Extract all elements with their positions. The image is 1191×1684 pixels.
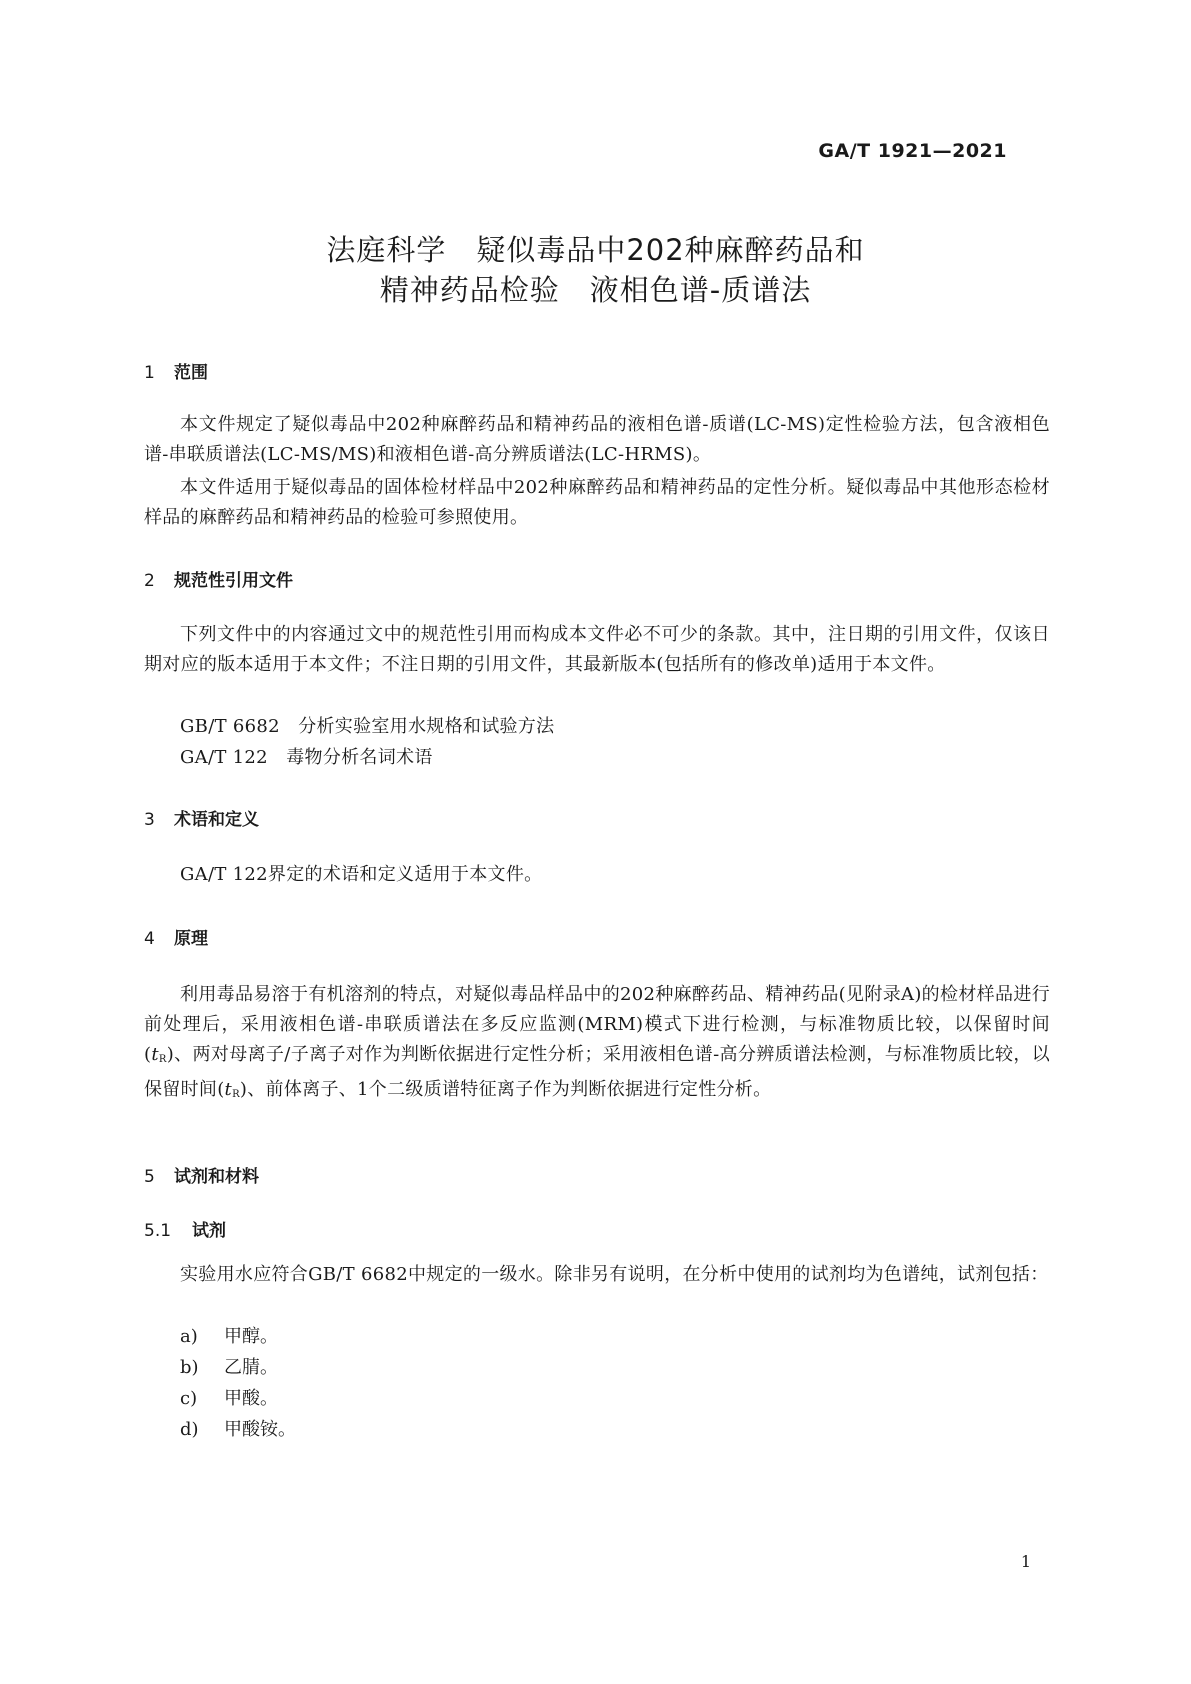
list-item-text: 甲酸。 [224, 1388, 278, 1409]
list-item [180, 1353, 278, 1379]
section-1-paragraph-2: 本文件适用于疑似毒品的固体检材样品中202种麻醉药品和精神药品的定性分析。疑似毒品中其他形态检材样品的麻醉药品和精神药品的检验可参照使用。 [144, 477, 1050, 528]
section-5-1-heading [144, 1216, 226, 1241]
retention-time-symbol: t [224, 1079, 233, 1100]
normative-reference-1: GB/T 6682 分析实验室用水规格和试验方法 [180, 716, 555, 737]
section-title: 试剂和材料 [174, 1167, 259, 1187]
list-marker: c) [180, 1388, 198, 1409]
list-item-text: 甲醇。 [224, 1326, 278, 1347]
page-number: 1 [1020, 1552, 1031, 1571]
section-title: 术语和定义 [174, 810, 259, 830]
retention-time-subscript: R [232, 1089, 240, 1100]
section-number: 1 [144, 363, 155, 383]
section-4-paragraph-1 [144, 980, 1050, 1110]
list-marker: b) [180, 1357, 199, 1378]
list-item-text: 甲酸铵。 [224, 1419, 296, 1440]
standard-code: GA/T 1921—2021 [818, 140, 1007, 162]
principle-text-part-2: )、两对母离子/子离子对作为判断依据进行定性分析；采用液相色谱-高分辨质谱法检测，与标准物质比较，以保留时间( [144, 1044, 1050, 1100]
section-2-paragraph-1: 下列文件中的内容通过文中的规范性引用而构成本文件必不可少的条款。其中，注日期的引用文件，仅该日期对应的版本适用于本文件；不注日期的引用文件，其最新版本(包括所有的修改单)适用于本文件。 [144, 624, 1050, 675]
section-3-paragraph-1: GA/T 122界定的术语和定义适用于本文件。 [180, 864, 543, 885]
section-number: 3 [144, 810, 155, 830]
list-item [180, 1322, 278, 1348]
section-2-heading [144, 566, 293, 591]
section-3-heading [144, 805, 259, 830]
normative-reference-2: GA/T 122 毒物分析名词术语 [180, 747, 433, 768]
principle-text-part-1: 利用毒品易溶于有机溶剂的特点，对疑似毒品样品中的202种麻醉药品、精神药品(见附录A)的检材样品进行前处理后，采用液相色谱-串联质谱法在多反应监测(MRM)模式下进行检测，与标准物质比较，以保留时间( [144, 984, 1050, 1065]
section-title: 规范性引用文件 [174, 571, 293, 591]
list-marker: a) [180, 1326, 198, 1347]
retention-time-symbol: t [151, 1044, 159, 1065]
section-title: 原理 [174, 929, 208, 949]
document-title-line-1: 法庭科学 疑似毒品中202种麻醉药品和 [326, 233, 865, 267]
list-marker: d) [180, 1419, 199, 1440]
document-title-line-2: 精神药品检验 液相色谱-质谱法 [379, 273, 812, 307]
retention-time-subscript: R [158, 1054, 167, 1065]
section-4-heading [144, 924, 208, 949]
list-item [180, 1415, 296, 1441]
principle-text-part-3: )、前体离子、1个二级质谱特征离子作为判断依据进行定性分析。 [239, 1079, 772, 1100]
section-5-heading [144, 1162, 259, 1187]
list-item-text: 乙腈。 [224, 1357, 278, 1378]
section-title: 试剂 [192, 1221, 226, 1241]
section-number: 5 [144, 1167, 155, 1187]
section-number: 4 [144, 929, 155, 949]
section-1-paragraph-1: 本文件规定了疑似毒品中202种麻醉药品和精神药品的液相色谱-质谱(LC-MS)定性检验方法，包含液相色谱-串联质谱法(LC-MS/MS)和液相色谱-高分辨质谱法(LC-HRMS)。 [144, 414, 1050, 465]
section-number: 5.1 [144, 1221, 172, 1241]
section-1-heading [144, 358, 208, 383]
section-number: 2 [144, 571, 155, 591]
section-title: 范围 [174, 363, 208, 383]
list-item [180, 1384, 278, 1410]
section-5-1-paragraph-1: 实验用水应符合GB/T 6682中规定的一级水。除非另有说明，在分析中使用的试剂均为色谱纯，试剂包括： [180, 1264, 1049, 1285]
